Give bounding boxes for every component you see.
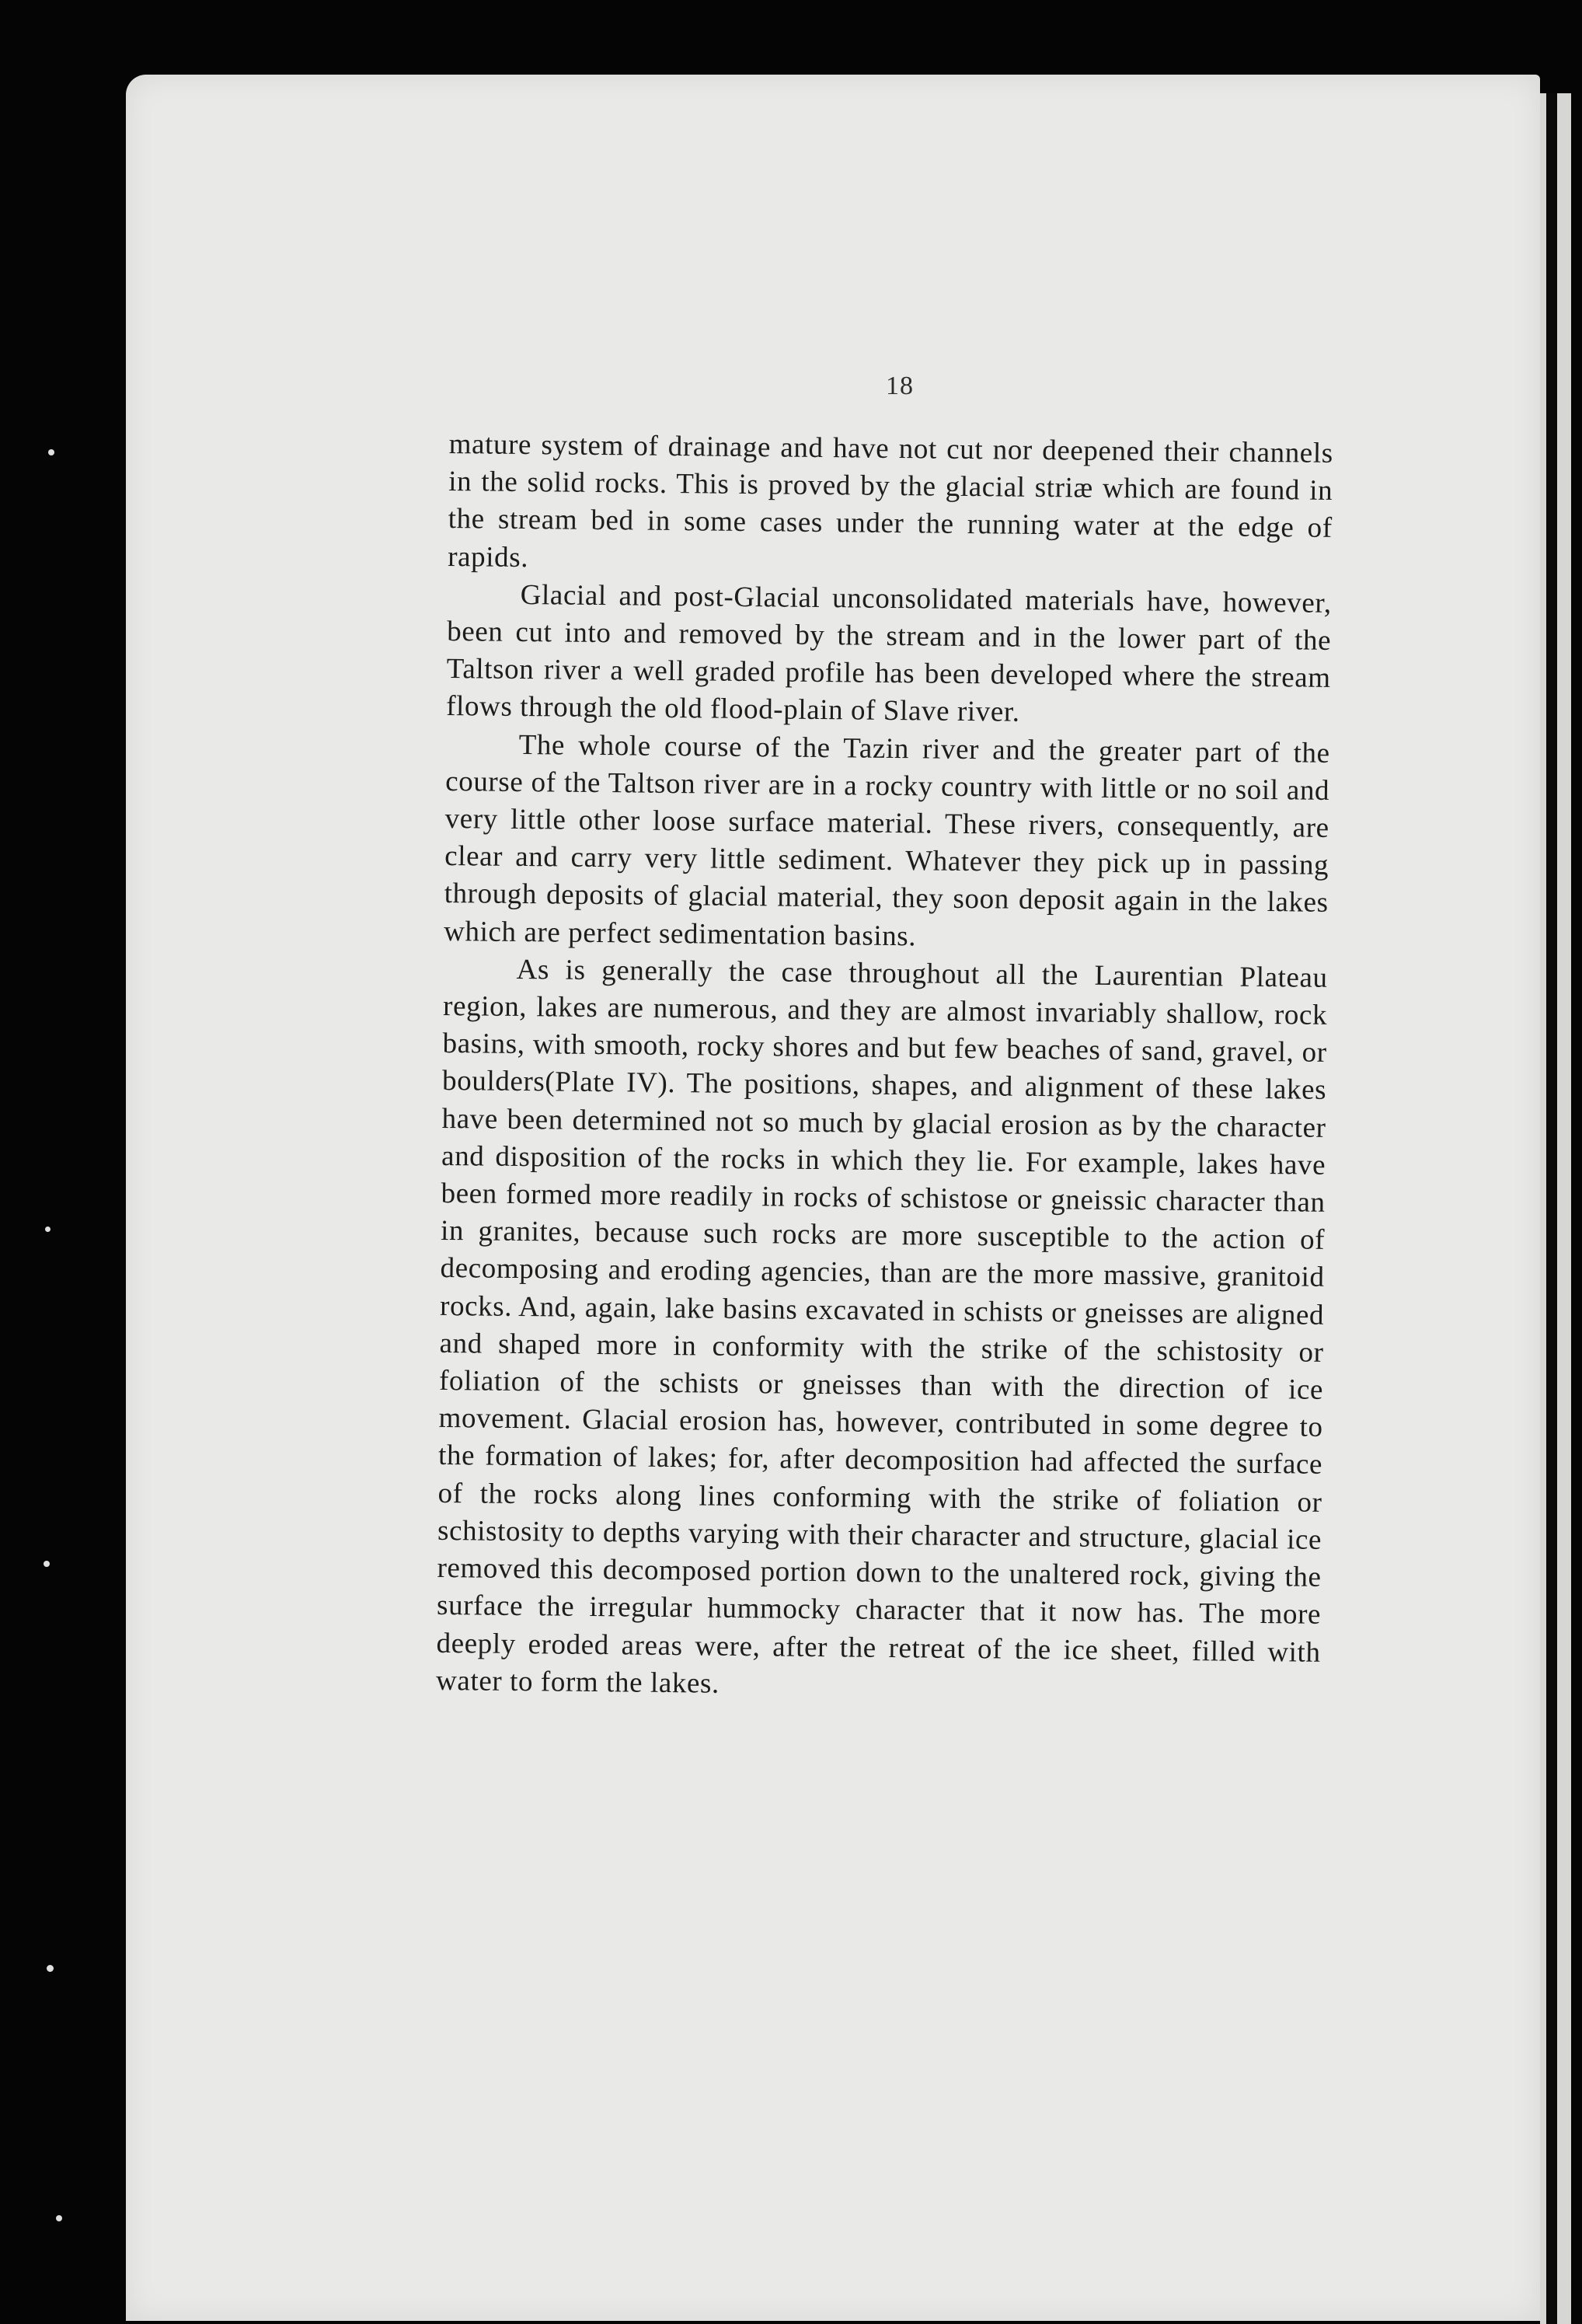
- scan-speck: [45, 1227, 51, 1232]
- paragraph-3: The whole course of the Tazin river and the greater part of the course of the Taltson river are in a rocky country with little or no soil and very little other loose surface material. These rivers, consequently, are clear and carry very little sediment. Whatever they pick up in passing through deposits of glacial material, they soon deposit again in the lakes which are perfect sedimentation basins.: [443, 728, 1330, 952]
- page-gutter-shadow: [1546, 93, 1557, 2324]
- body-text: [436, 426, 1333, 1709]
- page-number: 18: [886, 372, 914, 400]
- paragraph-1: mature system of drainage and have not cut nor deepened their channels in the solid rocks. This is proved by the glacial striæ which are found in the stream bed in some cases under the running water at the edge of rapids.: [448, 427, 1333, 574]
- paragraph-4: As is generally the case throughout all the Laurentian Plateau region, lakes are numerous, and they are almost invariably shallow, rock basins, with smooth, rocky shores and but few beaches of sand, gravel, or boulders(Plate IV). The positions, shapes, and alignment of these lakes have been determined not so much by glacial erosion as by the character and disposition of the rocks in which they lie. For example, lakes have been formed more readily in rocks of schistose or gneissic character than in granites, because such rocks are more susceptible to the action of decomposing and eroding agencies, than are the more massive, granitoid rocks. And, again, lake basins excavated in schists or gneisses are aligned and shaped more in conformity with the strike of the schistosity or foliation of the schists or gneisses than with the direction of ice movement. Glacial erosion has, however, contributed in some degree to the formation of lakes; for, after decomposition had affected the surface of the rocks along lines conforming with the strike of foliation or schistosity to depths varying with their character and structure, glacial ice removed this decomposed portion down to the unaltered rock, giving the surface the irregular hummocky character that it now has. The more deeply eroded areas were, after the retreat of the ice sheet, filled with water to form the lakes.: [435, 953, 1328, 1700]
- scan-speck: [48, 449, 54, 455]
- scan-speck: [47, 1965, 54, 1972]
- scan-speck: [44, 1561, 50, 1567]
- scan-speck: [56, 2215, 62, 2221]
- paragraph-2: Glacial and post-Glacial unconsolidated materials have, however, been cut into and removed by the stream and in the lower part of the Taltson river a well graded profile has been developed where the stream flows through the old flood-plain of Slave river.: [446, 578, 1332, 729]
